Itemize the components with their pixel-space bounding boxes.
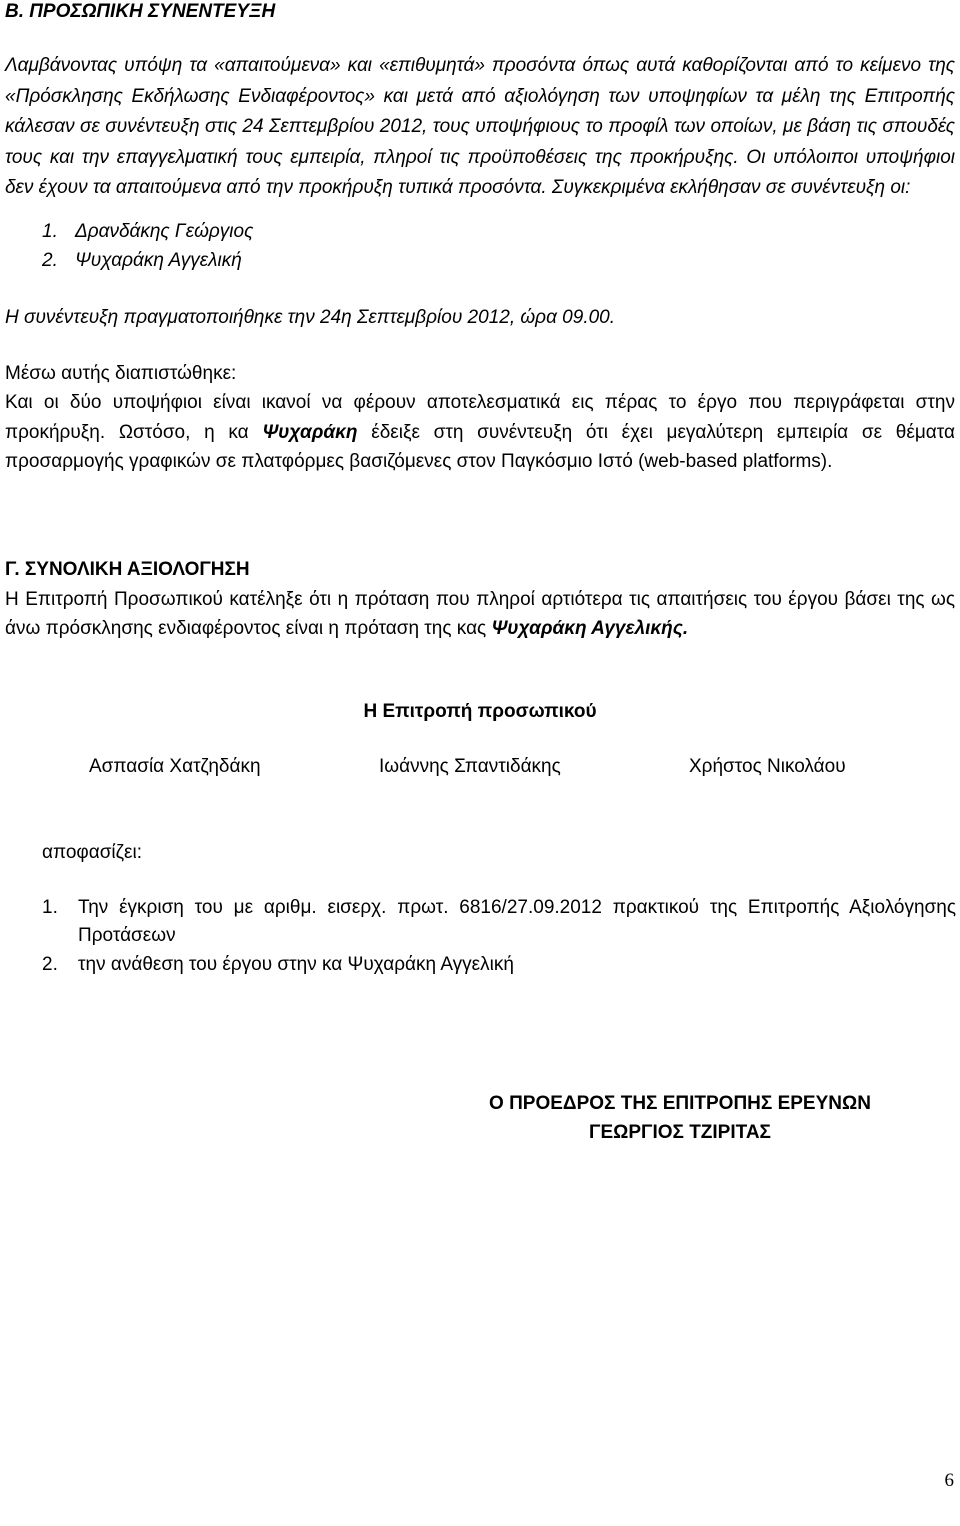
finding-intro: Μέσω αυτής διαπιστώθηκε: <box>5 363 237 384</box>
candidate-name: Δρανδάκης Γεώργιος <box>75 221 254 242</box>
finding-text-start: Και οι δύο υποψήφιοι είναι ικανοί να φέρουν αποτελεσματικά εις πέρας το έργο που περιγράφεται στην προκήρυξη. Ωστόσο, η κα <box>5 392 955 443</box>
section-c-heading: Γ. ΣΥΝΟΛΙΚΗ ΑΞΙΟΛΟΓΗΣΗ <box>5 559 250 580</box>
finding-text-end: έδειξε στη συνέντευξη ότι έχει μεγαλύτερη εμπειρία σε θέματα προσαρμογής γραφικών σε πλατφόρμες βασιζόμενες στον Παγκόσμιο Ιστό (web-based platforms). <box>5 421 955 472</box>
section-b-paragraph-text: Λαμβάνοντας υπόψη τα «απαιτούμενα» και «επιθυμητά» προσόντα όπως αυτά καθορίζονται από το κείμενο της «Πρόσκλησης Εκδήλωσης Ενδιαφέροντος» και μετά από αξιολόγηση των υποψηφίων τα μέλη της Επιτροπής κάλεσαν σε συνέντευξη στις 24 Σεπτεμβρίου 2012, τους υποψήφιους το προφίλ των οποίων, με βάση τις σπουδές τους και την επαγγελματική τους εμπειρία, πληροί τις προϋποθέσεις της προκήρυξης. <box>5 55 955 168</box>
committee-title: Η Επιτροπή προσωπικού <box>363 701 597 722</box>
section-c-paragraph <box>5 585 955 643</box>
decision-item <box>42 894 956 950</box>
decision-item-text: Την έγκριση του με αριθμ. εισερχ. πρωτ. 6816/27.09.2012 πρακτικού της Επιτροπής Αξιολόγησης Προτάσεων <box>78 897 956 946</box>
decision-item-number: 1. <box>42 897 58 918</box>
decision-item <box>42 951 956 979</box>
section-c-text: Η Επιτροπή Προσωπικού κατέληξε ότι η πρόταση που πληροί αρτιότερα τις απαιτήσεις του έργου βάσει της ως άνω πρόσκλησης ενδιαφέροντος είναι η πρόταση της κας <box>5 589 955 639</box>
committee-member: Ιωάννης Σπαντιδάκης <box>379 756 561 777</box>
signature-name: ΓΕΩΡΓΙΟΣ ΤΖΙΡΙΤΑΣ <box>589 1122 771 1143</box>
candidate-item <box>42 218 253 246</box>
finding-paragraph <box>5 388 955 477</box>
decision-intro: αποφασίζει: <box>42 842 142 863</box>
page-number: 6 <box>944 1470 954 1491</box>
section-b-paragraph <box>5 51 955 204</box>
decision-list <box>42 894 956 979</box>
decision-item-text: την ανάθεση του έργου στην κα Ψυχαράκη Αγγελική <box>78 954 514 975</box>
candidate-number: 1. <box>42 221 58 242</box>
committee-member: Χρήστος Νικολάου <box>689 756 846 777</box>
candidate-item <box>42 247 242 275</box>
signature-role: Ο ΠΡΟΕΔΡΟΣ ΤΗΣ ΕΠΙΤΡΟΠΗΣ ΕΡΕΥΝΩΝ <box>489 1093 871 1114</box>
finding-candidate-name: Ψυχαράκη <box>262 421 358 443</box>
decision-item-number: 2. <box>42 954 58 975</box>
committee-member: Ασπασία Χατζηδάκη <box>89 756 261 777</box>
section-c-candidate-name: Ψυχαράκη Αγγελικής. <box>491 618 689 639</box>
section-b-paragraph-continued: Οι υπόλοιποι υποψήφιοι δεν έχουν τα απαιτούμενα από την προκήρυξη τυπικά προσόντα. Συγκεκριμένα εκλήθησαν σε συνέντευξη οι: <box>5 146 955 198</box>
candidate-name: Ψυχαράκη Αγγελική <box>75 250 242 271</box>
interview-date-line: Η συνέντευξη πραγματοποιήθηκε την 24η Σεπτεμβρίου 2012, ώρα 09.00. <box>5 307 616 328</box>
candidate-number: 2. <box>42 250 58 271</box>
section-b-heading: Β. ΠΡΟΣΩΠΙΚΗ ΣΥΝΕΝΤΕΥΞΗ <box>5 1 276 22</box>
